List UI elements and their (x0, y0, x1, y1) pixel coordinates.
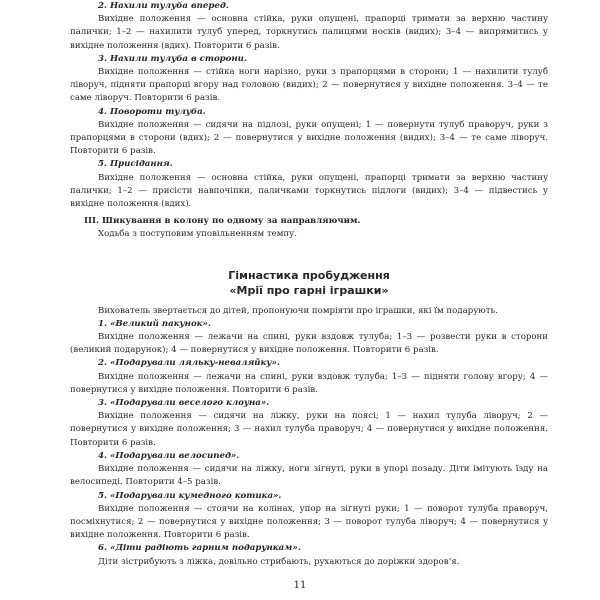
page-number: 11 (293, 580, 307, 591)
section-heading: III. Шикування в колону по одному за направляючим. (84, 216, 361, 227)
exercise-title: 2. «Подарували ляльку-неваляйку». (98, 358, 280, 369)
exercise-text: Вихідне положення — лежачи на спині, руки вздовж тулуба; 1–3 — розвести руки в сторони (великий подарунок); 4 — повернутися у вихідне положення. Повторити 6 разів. (70, 332, 548, 356)
gymnastics-heading: Гімнастика пробудження (228, 268, 390, 282)
page-content (70, 0, 548, 569)
exercise-text: Вихідне положення — сидячи на підлозі, руки опущені; 1 — повернути тулуб праворуч, руки з прапорцями в сторони (вдих); 2 — повернутися у вихідне положення (видих); 3–4 — те саме ліворуч. Повторити 6 разів. (70, 119, 548, 157)
exercise-title: 4. Повороти тулуба. (98, 106, 206, 117)
exercise-text: Вихідне положення — стійка ноги нарізно, руки з прапорцями в сторони; 1 — нахилити тулуб ліворуч, підняти прапорці вгору над головою (видих); 2 — повернутися у вихідне положення. 3–4 — те саме ліворуч. Повторити 6 разів. (70, 67, 548, 104)
exercise-text: Діти зістрибують з ліжка, довільно стрибають, рухаються до доріжки здоров’я. (98, 556, 460, 567)
section-text: Ходьба з поступовим уповільненням темпу. (98, 229, 297, 240)
intro-text: Вихователь звертається до дітей, пропонуючи помріяти про іграшки, які їм подарують. (98, 305, 498, 316)
exercise-title: 6. «Діти радіють гарним подарункам». (98, 543, 301, 554)
exercise-text: Вихідне положення — основна стійка, руки опущені, прапорці тримати за верхню частину палички; 1–2 — присісти навпочіпки, паличками торкнутись підлоги (видих); 3–4 — підвестись у вихідне положення (вдих). (70, 172, 548, 210)
exercise-title: 3. Нахили тулуба в сторони. (98, 53, 247, 64)
exercise-title: 5. Присідання. (98, 159, 173, 170)
exercise-title: 3. «Подарували веселого клоуна». (98, 398, 270, 409)
exercise-title: 4. «Подарували велосипед». (98, 450, 240, 461)
exercise-text: Вихідне положення — стоячи на колінах, упор на зігнуті руки; 1 — поворот тулуба праворуч, посміхнутися; 2 — повернутися у вихідне положення; 3 — поворот тулуба ліворуч; 4 — повернутися у вихідне положення. Повторити 6 разів. (70, 503, 548, 541)
gymnastics-subheading: «Мрії про гарні іграшки» (229, 283, 389, 297)
exercise-text: Вихідне положення — лежачи на спині, руки вздовж тулуба; 1–3 — підняти голову вгору; 4 — повернутися у вихідне положення. Повторити 6 разів. (70, 371, 548, 395)
exercise-text: Вихідне положення — основна стійка, руки опущені, прапорці тримати за верхню частину палички; 1–2 — нахилити тулуб уперед, торкнутись палицями носків (видих); 3–4 — випрямитись у вихідне положення (вдих). Повторити 6 разів. (70, 14, 548, 51)
exercise-title: 2. Нахили тулуба вперед. (98, 1, 229, 11)
exercise-text: Вихідне положення — сидячи на ліжку, руки на поясі; 1 — нахил тулуба ліворуч; 2 — повернутися у вихідне положення; 3 — нахил тулуба праворуч; 4 — повернутися у вихідне положення. Повторити 6 разів. (70, 411, 548, 448)
exercise-title: 1. «Великий пакунок». (98, 318, 211, 329)
exercise-text: Вихідне положення — сидячи на ліжку, ноги зігнуті, руки в упорі позаду. Діти імітують їзду на велосипеді. Повторити 4–5 разів. (70, 464, 548, 488)
exercise-title: 5. «Подарували кумедного котика». (98, 490, 282, 501)
